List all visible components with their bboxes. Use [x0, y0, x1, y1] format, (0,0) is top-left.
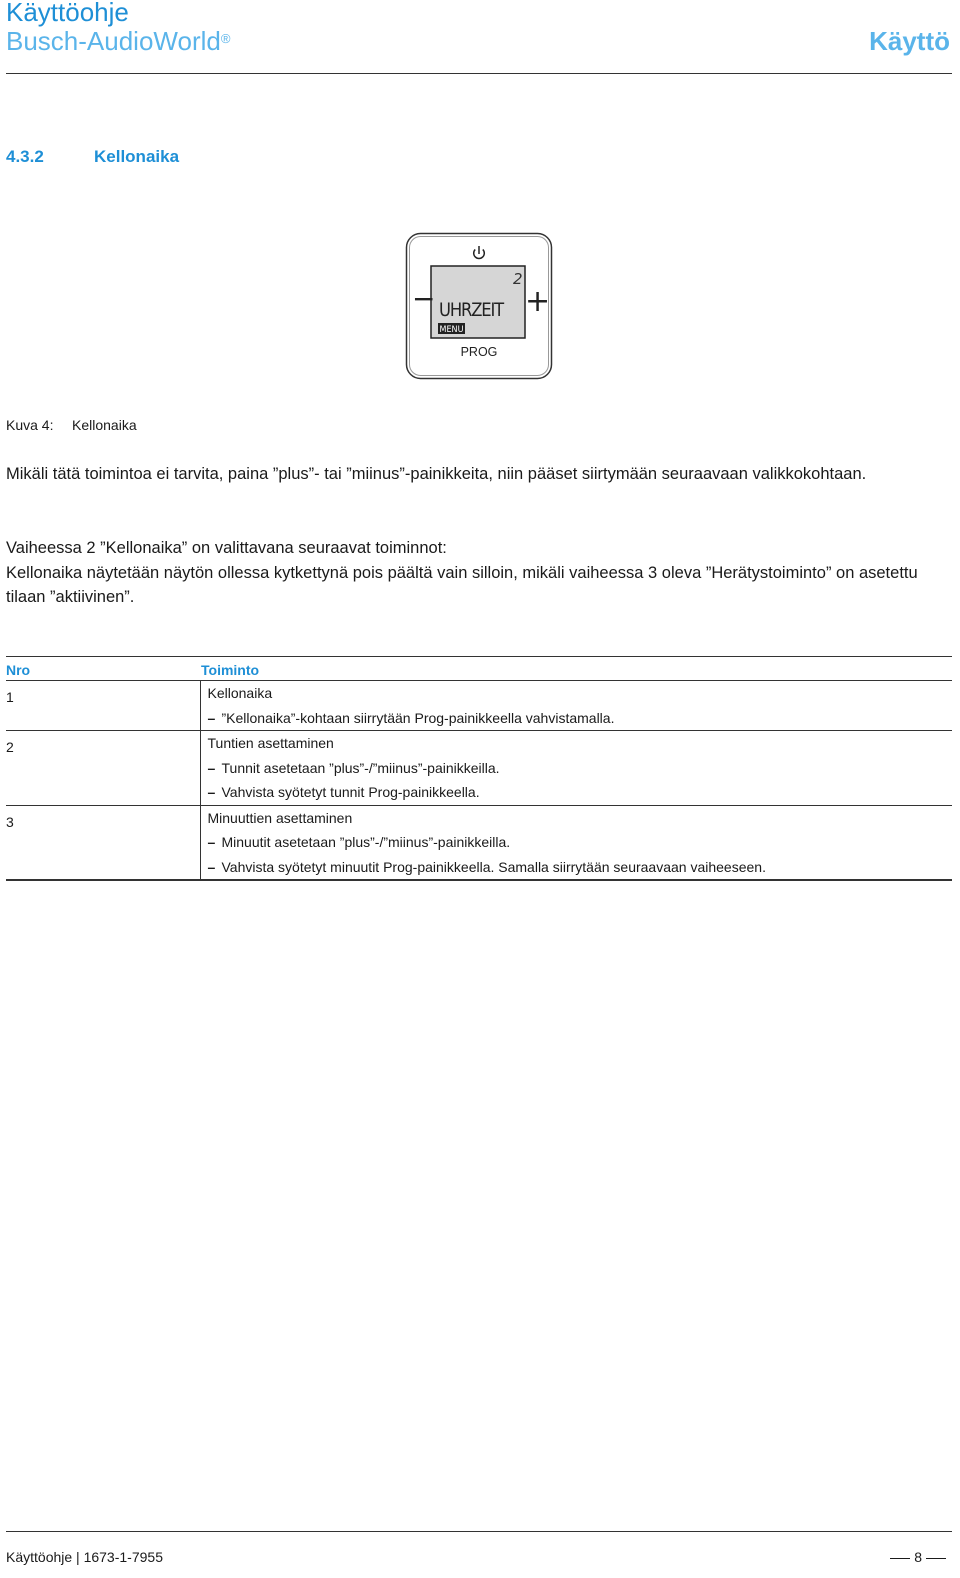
row-title: Minuuttien asettaminen — [207, 809, 353, 826]
footer-doc-id: Käyttöohje | 1673-1-7955 — [6, 1549, 163, 1565]
header-nro: Nro — [6, 657, 200, 681]
section-title: Kellonaika — [94, 147, 180, 166]
table-row — [6, 805, 952, 880]
header-subtitle — [6, 27, 230, 55]
row-title: Tuntien asettaminen — [207, 735, 334, 751]
row-bullet: – ”Kellonaika”-kohtaan siirrytään Prog-painikkeella vahvistamalla. — [207, 709, 615, 726]
section-heading — [6, 147, 179, 167]
figure-caption — [6, 417, 137, 433]
registered-mark: ® — [220, 31, 231, 46]
row-bullet-text: Vahvista syötetyt tunnit Prog-painikkeella. — [221, 784, 480, 800]
minus-button[interactable]: − — [412, 282, 436, 315]
row-bullet: – Vahvista syötetyt minuutit Prog-painikkeella. Samalla siirrytään seuraavaan vaiheeseen. — [207, 858, 766, 875]
section-number: 4.3.2 — [6, 147, 44, 166]
paragraph-options-line1: Vaiheessa 2 ”Kellonaika” on valittavana seuraavat toiminnot: — [6, 539, 447, 557]
paragraph-options — [6, 536, 952, 610]
lcd-display-text: UHRZEIT — [439, 299, 505, 321]
row-title: Kellonaika — [207, 685, 273, 701]
paragraph-intro: Mikäli tätä toimintoa ei tarvita, paina ”plus”- tai ”miinus”-painikkeita, niin pääset siirtymään seuraavaan valikkokohtaan. — [6, 465, 867, 483]
figure-caption-label: Kuva 4: — [6, 417, 54, 433]
row-number: 3 — [6, 813, 14, 830]
paragraph-options-line2: Kellonaika näytetään näytön ollessa kytkettynä pois päältä vain silloin, mikäli vaiheessa 3 oleva ”Herätystoiminto” on asetettu tilaan ”aktiivinen”. — [6, 563, 918, 606]
table-row — [6, 681, 952, 731]
row-bullet-text: Vahvista syötetyt minuutit Prog-painikkeella. Samalla siirrytään seuraavaan vaiheeseen. — [221, 858, 766, 875]
table-row — [6, 731, 952, 806]
device-illustration — [405, 232, 553, 380]
row-bullet-text: Minuutit asetetaan ”plus”-/”miinus”-painikkeilla. — [221, 834, 511, 850]
figure-caption-text: Kellonaika — [72, 417, 137, 433]
lcd-step-number: 2 — [513, 270, 523, 288]
row-number: 1 — [6, 689, 14, 705]
header-title: Käyttöohje — [6, 0, 129, 27]
header-chapter: Käyttö — [869, 26, 950, 56]
menu-label: MENU — [439, 325, 464, 335]
row-bullet: – Vahvista syötetyt tunnit Prog-painikkeella. — [207, 784, 480, 800]
row-bullet-text: ”Kellonaika”-kohtaan siirrytään Prog-painikkeella vahvistamalla. — [221, 709, 615, 726]
header-subtitle-text: Busch-AudioWorld — [6, 26, 221, 56]
header-rule — [6, 73, 952, 74]
function-table — [6, 656, 952, 881]
footer-page — [886, 1549, 950, 1565]
row-bullet: – Minuutit asetetaan ”plus”-/”miinus”-painikkeilla. — [207, 834, 511, 850]
page-number: 8 — [914, 1549, 922, 1565]
plus-button[interactable]: + — [525, 284, 551, 319]
row-bullet-text: Tunnit asetetaan ”plus”-/”miinus”-painikkeilla. — [221, 759, 500, 776]
header-toiminto: Toiminto — [200, 657, 952, 681]
row-bullet: – Tunnit asetetaan ”plus”-/”miinus”-painikkeilla. — [207, 759, 500, 776]
row-number: 2 — [6, 739, 14, 755]
prog-button[interactable]: PROG — [460, 345, 498, 359]
footer-rule — [6, 1531, 952, 1532]
